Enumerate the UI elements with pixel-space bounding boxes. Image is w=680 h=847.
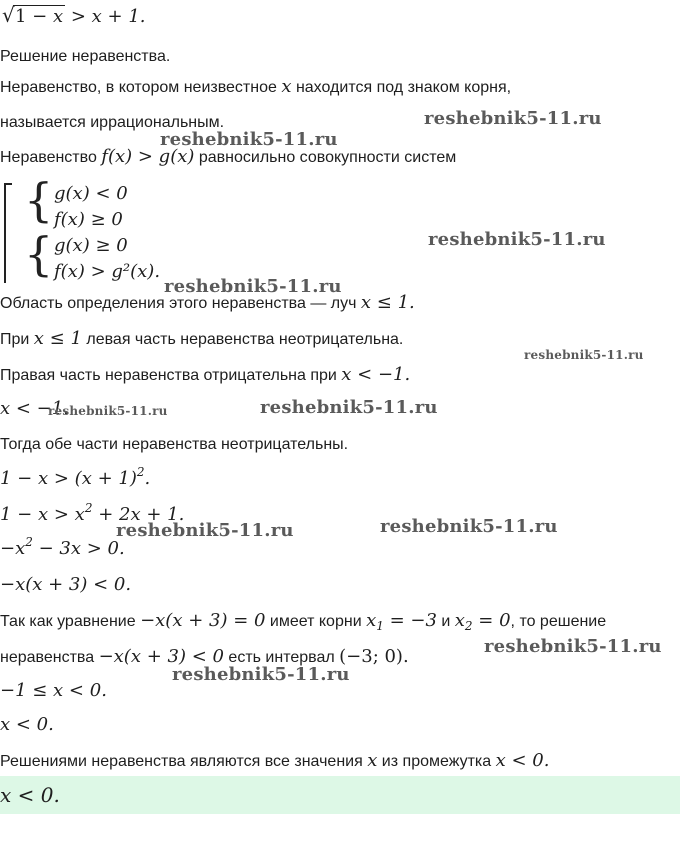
text-line: Правая часть неравенства отрицательна при x < −1. bbox=[0, 364, 411, 385]
text-line: неравенства −x(x + 3) < 0 есть интервал (−3; 0). bbox=[0, 646, 409, 667]
watermark: reshebnik5-11.ru bbox=[172, 664, 350, 685]
text-line: Неравенство f(x) > g(x) равносильно совокупности систем bbox=[0, 146, 457, 167]
sqrt-expression: √ 1 − x bbox=[2, 3, 64, 27]
text-line: Так как уравнение −x(x + 3) = 0 имеет корни $x_1 = -3$ и $x_2 = 0$, то решение bbox=[0, 610, 607, 633]
watermark: reshebnik5-11.ru bbox=[116, 520, 294, 541]
math-line: −1 ≤ x < 0. bbox=[0, 680, 107, 701]
math-line: −x(x + 3) < 0. bbox=[0, 574, 132, 595]
watermark: reshebnik5-11.ru bbox=[484, 636, 662, 657]
watermark: reshebnik5-11.ru bbox=[380, 516, 558, 537]
system-line: f(x) ≥ 0 bbox=[54, 209, 123, 230]
math-line: $1 - x > (x + 1)^2$. bbox=[0, 465, 151, 489]
text-line: Тогда обе части неравенства неотрицательны. bbox=[0, 436, 349, 453]
watermark: reshebnik5-11.ru bbox=[428, 229, 606, 250]
watermark: reshebnik5-11.ru bbox=[160, 129, 338, 150]
text-line: Неравенство, в котором неизвестное x находится под знаком корня, bbox=[0, 76, 512, 97]
math-line: $1 - x > x^2 + 2x + 1$. bbox=[0, 501, 185, 525]
math-line: x < 0. bbox=[0, 714, 54, 735]
system-of-inequalities bbox=[0, 173, 240, 285]
math-line: x < −1. bbox=[0, 398, 69, 419]
text-line: Область определения этого неравенства — луч x ≤ 1. bbox=[0, 292, 415, 313]
system-line: g(x) ≥ 0 bbox=[54, 235, 128, 256]
system-line: f(x) > g²(x). bbox=[54, 261, 161, 282]
system-line: g(x) < 0 bbox=[54, 183, 128, 204]
watermark: reshebnik5-11.ru bbox=[424, 108, 602, 129]
answer-box bbox=[0, 776, 680, 814]
brace-top: { bbox=[24, 173, 54, 227]
text-line: При x ≤ 1 левая часть неравенства неотрицательна. bbox=[0, 328, 404, 349]
watermark: reshebnik5-11.ru bbox=[524, 348, 644, 362]
problem-statement: √ 1 − x > x + 1. bbox=[2, 3, 146, 27]
watermark: reshebnik5-11.ru bbox=[164, 276, 342, 297]
text-line: называется иррациональным. bbox=[0, 114, 225, 131]
answer-text: x < 0. bbox=[0, 783, 60, 807]
watermark: reshebnik5-11.ru bbox=[48, 404, 168, 418]
brace-bottom: { bbox=[24, 227, 54, 281]
watermark: reshebnik5-11.ru bbox=[260, 397, 438, 418]
text-line: Решениями неравенства являются все значения x из промежутка x < 0. bbox=[0, 750, 550, 771]
square-bracket bbox=[4, 183, 12, 283]
math-line: $-x^2 - 3x > 0$. bbox=[0, 535, 125, 559]
solution-heading: Решение неравенства. bbox=[0, 48, 171, 65]
